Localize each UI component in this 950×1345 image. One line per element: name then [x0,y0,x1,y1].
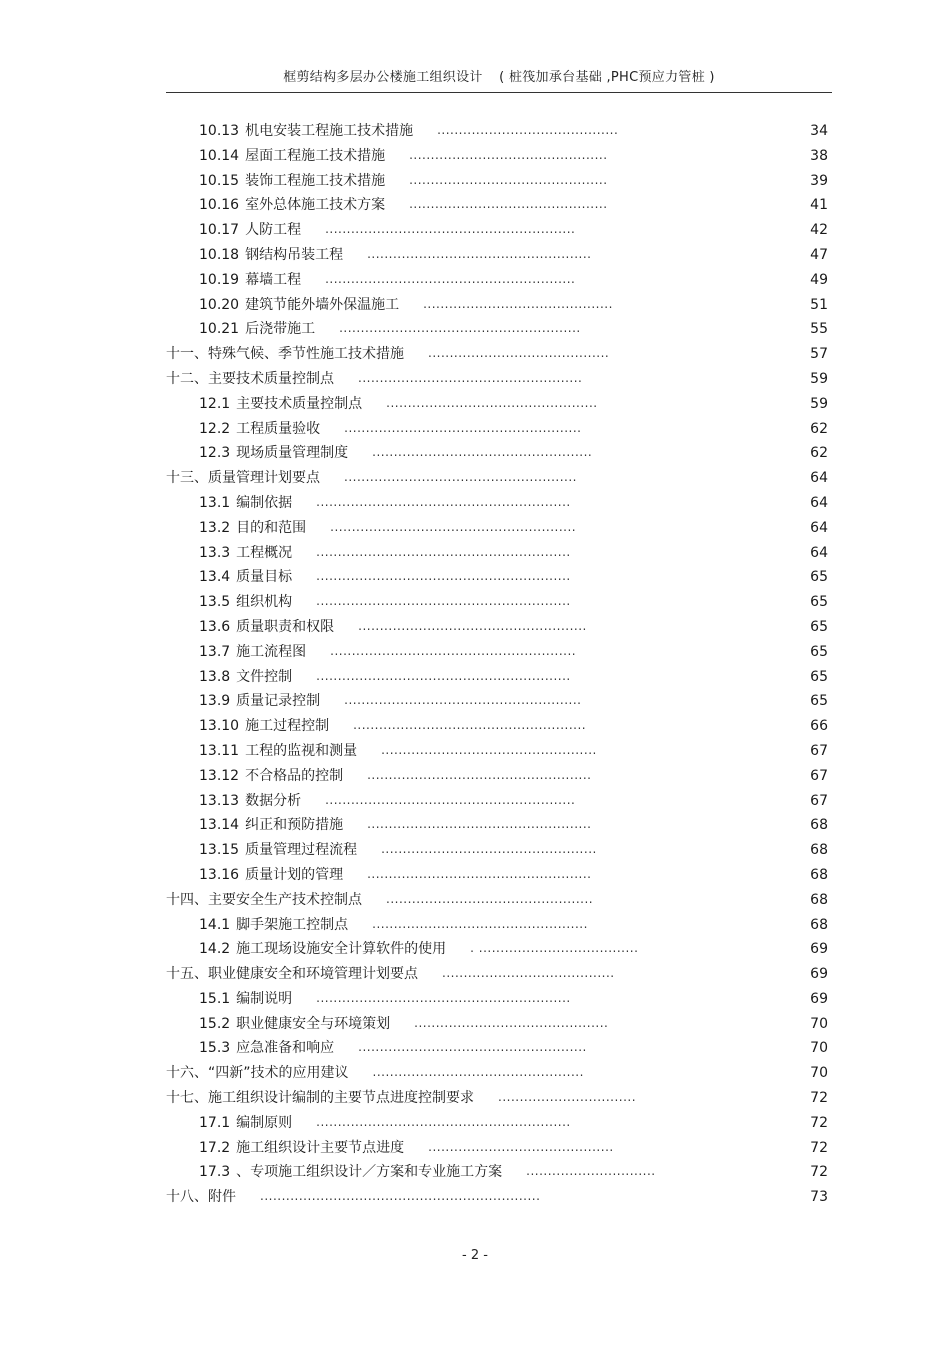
toc-dot-leader: .......................................................... [325,792,576,807]
toc-entry-title: 后浇带施工 [245,321,316,338]
toc-entry-title: 幕墙工程 [245,271,302,288]
toc-subsection-entry[interactable] [166,814,832,839]
toc-entry-title: 、专项施工组织设计／方案和专业施工方案 [236,1164,503,1181]
toc-entry-title: 十七、施工组织设计编制的主要节点进度控制要求 [166,1090,474,1107]
toc-page-number: 65 [810,668,828,685]
toc-entry-number: 13.7 [199,643,231,660]
toc-page-number: 70 [810,1065,828,1082]
toc-chapter-entry[interactable] [166,1087,832,1112]
toc-dot-leader: .......................................... [437,123,619,137]
toc-dot-leader: ..................................................... [358,618,587,633]
toc-dot-leader: .......................................................... [325,222,576,237]
toc-page-number: 66 [810,718,828,735]
toc-page-number: 39 [810,172,828,189]
toc-page-number: 38 [810,147,828,164]
toc-entry-number: 13.3 [199,544,231,561]
toc-subsection-entry[interactable] [166,517,832,542]
toc-page-number: 41 [810,197,828,214]
toc-page-number: 68 [810,866,828,883]
toc-entry-number: 13.2 [199,519,231,536]
toc-dot-leader: ................................................................. [260,1189,541,1204]
toc-page-number: 64 [810,544,828,561]
toc-entry-title: 十六、“四新”技术的应用建议 [166,1065,349,1082]
toc-subsection-entry[interactable] [166,120,832,145]
toc-entry-title: 室外总体施工技术方案 [245,197,386,214]
toc-entry-number: 10.13 [199,123,240,139]
toc-entry-title: 十二、主要技术质量控制点 [166,370,334,387]
toc-page-number: 57 [810,346,828,363]
toc-entry-number: 13.6 [199,618,231,635]
toc-page-number: 69 [810,966,828,983]
toc-entry-number: 10.20 [199,296,240,313]
toc-subsection-entry[interactable] [166,318,832,343]
toc-entry-number: 13.5 [199,594,231,611]
toc-dot-leader: .................................................. [381,842,597,857]
toc-subsection-entry[interactable] [166,690,832,715]
toc-dot-leader: ........................................... [428,1139,614,1154]
toc-dot-leader: ............................................. [414,1015,609,1030]
toc-entry-title: 十四、主要安全生产技术控制点 [166,891,362,908]
toc-dot-leader: ........................................................ [339,321,581,336]
toc-dot-leader: ................................................. [372,1065,584,1080]
toc-page-number: 59 [810,370,828,387]
toc-entry-title: 工程质量验收 [236,420,321,437]
toc-dot-leader: .................................................... [367,817,592,832]
toc-dot-leader: ....................................................... [344,420,582,435]
toc-dot-leader: ...................................................... [353,718,587,733]
toc-page-number: 65 [810,618,828,635]
toc-entry-number: 13.11 [199,742,240,759]
toc-entry-title: 数据分析 [245,792,302,809]
toc-subsection-entry[interactable] [166,294,832,319]
toc-entry-title: 职业健康安全与环境策划 [236,1015,391,1032]
toc-page-number: 68 [810,916,828,933]
toc-entry-title: 十三、质量管理计划要点 [166,470,320,487]
toc-chapter-entry[interactable] [166,467,832,492]
toc-entry-title: 主要技术质量控制点 [236,395,363,412]
toc-entry-title: 质量职责和权限 [236,618,335,635]
toc-entry-title: 施工组织设计主要节点进度 [236,1139,405,1156]
toc-dot-leader: ..................................................... [358,1040,587,1055]
toc-subsection-entry[interactable] [166,666,832,691]
toc-entry-title: 组织机构 [236,594,293,611]
toc-entry-number: 10.16 [199,197,240,214]
toc-subsection-entry[interactable] [166,1112,832,1137]
toc-page-number: 67 [810,742,828,759]
toc-subsection-entry[interactable] [166,790,832,815]
toc-entry-number: 13.9 [199,693,231,710]
toc-entry-title: 机电安装工程施工技术措施 [245,123,414,139]
toc-chapter-entry[interactable] [166,889,832,914]
toc-subsection-entry[interactable] [166,1037,832,1062]
toc-page-number: 55 [810,321,828,338]
toc-entry-number: 13.14 [199,817,240,834]
toc-entry-number: 12.1 [199,395,231,412]
toc-chapter-entry[interactable] [166,368,832,393]
toc-entry-number: 13.8 [199,668,231,685]
toc-dot-leader: ................................................... [372,445,593,460]
toc-dot-leader: ........................................................... [316,594,571,609]
toc-subsection-entry[interactable] [166,566,832,591]
toc-page-number: 72 [810,1090,828,1107]
toc-entry-title: 质量记录控制 [236,693,321,710]
toc-subsection-entry[interactable] [166,591,832,616]
toc-entry-number: 12.3 [199,445,231,462]
toc-subsection-entry[interactable] [166,492,832,517]
toc-dot-leader: ....................................................... [344,693,582,708]
toc-dot-leader: ........................................................... [316,544,571,559]
toc-dot-leader: .................................................... [358,370,583,385]
toc-entry-title: 编制原则 [236,1114,293,1131]
toc-page-number: 62 [810,445,828,462]
toc-entry-title: 编制说明 [236,990,293,1007]
toc-entry-title: 十八、附件 [166,1189,236,1206]
toc-dot-leader: .............................. [526,1164,656,1179]
toc-entry-number: 13.16 [199,866,240,883]
toc-entry-title: 施工流程图 [236,643,307,660]
toc-subsection-entry[interactable] [166,219,832,244]
toc-entry-title: 质量管理过程流程 [245,842,358,859]
toc-dot-leader: ........................................................... [316,1114,571,1129]
toc-entry-number: 12.2 [199,420,231,437]
toc-subsection-entry[interactable] [166,765,832,790]
toc-subsection-entry[interactable] [166,393,832,418]
toc-dot-leader: ................................................ [386,891,594,906]
toc-entry-title: 十一、特殊气候、季节性施工技术措施 [166,346,404,363]
toc-subsection-entry[interactable] [166,864,832,889]
toc-entry-title: 工程概况 [236,544,293,561]
toc-page-number: 65 [810,569,828,586]
toc-entry-title: 装饰工程施工技术措施 [245,172,386,189]
page-number: - 2 - [462,1248,488,1263]
toc-subsection-entry[interactable] [166,1161,832,1186]
running-header [166,66,832,88]
toc-entry-number: 15.2 [199,1015,231,1032]
toc-entry-title: 应急准备和响应 [236,1040,335,1057]
toc-subsection-entry[interactable] [166,740,832,765]
toc-entry-title: 屋面工程施工技术措施 [245,147,386,164]
toc-chapter-entry[interactable] [166,1062,832,1087]
toc-entry-number: 10.17 [199,222,240,239]
toc-entry-number: 14.2 [199,941,231,958]
toc-dot-leader: ................................ [498,1090,637,1105]
toc-dot-leader: ................................................. [386,395,598,410]
toc-page-number: 47 [810,246,828,263]
toc-entry-title: 不合格品的控制 [245,767,344,784]
toc-subsection-entry[interactable] [166,418,832,443]
toc-entry-number: 14.1 [199,916,231,933]
toc-page-number: 67 [810,767,828,784]
toc-dot-leader: ........................................ [442,966,615,981]
toc-dot-leader: .................................................. [381,742,597,757]
toc-page-number: 69 [810,990,828,1007]
toc-subsection-entry[interactable] [166,170,832,195]
toc-entry-number: 17.3 [199,1164,231,1181]
toc-page-number: 65 [810,693,828,710]
toc-entry-number: 10.19 [199,271,240,288]
toc-entry-number: 13.12 [199,767,240,784]
toc-dot-leader: . ..................................... [470,941,639,956]
toc-subsection-entry[interactable] [166,988,832,1013]
toc-entry-number: 13.4 [199,569,231,586]
toc-entry-number: 15.1 [199,990,231,1007]
toc-dot-leader: .................................................... [367,246,592,261]
toc-entry-title: 目的和范围 [236,519,307,536]
toc-chapter-entry[interactable] [166,963,832,988]
toc-entry-number: 13.1 [199,494,231,511]
toc-subsection-entry[interactable] [166,145,832,170]
toc-entry-number: 13.10 [199,718,240,735]
toc-subsection-entry[interactable] [166,641,832,666]
header-title: 框剪结构多层办公楼施工组织设计 [283,70,483,85]
toc-dot-leader: ........................................................... [316,569,571,584]
toc-entry-title: 现场质量管理制度 [236,445,349,462]
toc-entry-number: 15.3 [199,1040,231,1057]
toc-dot-leader: ...................................................... [344,470,577,485]
toc-entry-title: 纠正和预防措施 [245,817,344,834]
toc-entry-number: 17.1 [199,1114,231,1131]
toc-entry-title: 文件控制 [236,668,293,685]
toc-entry-number: 13.15 [199,842,240,859]
toc-entry-number: 13.13 [199,792,240,809]
toc-subsection-entry[interactable] [166,194,832,219]
toc-page-number: 70 [810,1040,828,1057]
toc-subsection-entry[interactable] [166,542,832,567]
toc-dot-leader: .............................................. [409,147,608,162]
header-divider [166,92,832,93]
toc-page-number: 69 [810,941,828,958]
toc-page-number: 72 [810,1114,828,1131]
toc-entry-title: 施工过程控制 [245,718,330,735]
toc-entry-number: 17.2 [199,1139,231,1156]
toc-entry-title: 钢结构吊装工程 [245,246,344,263]
toc-entry-title: 质量计划的管理 [245,866,344,883]
toc-entry-number: 10.15 [199,172,240,189]
toc-entry-title: 人防工程 [245,222,302,239]
toc-chapter-entry[interactable] [166,1186,832,1211]
toc-subsection-entry[interactable] [166,1137,832,1162]
header-subtitle: ( 桩筏加承台基础 ,PHC预应力管桩 ) [499,70,715,85]
toc-page-number: 65 [810,643,828,660]
toc-page-number: 49 [810,271,828,288]
toc-page-number: 64 [810,470,828,487]
toc-subsection-entry[interactable] [166,616,832,641]
table-of-contents [166,120,832,1211]
toc-page-number: 68 [810,842,828,859]
toc-page-number: 72 [810,1139,828,1156]
toc-page-number: 59 [810,395,828,412]
toc-page-number: 51 [810,296,828,313]
toc-dot-leader: ........................................................... [316,668,571,683]
toc-page-number: 72 [810,1164,828,1181]
toc-dot-leader: .......................................................... [325,271,576,286]
toc-page-number: 34 [810,123,828,139]
toc-page-number: 68 [810,817,828,834]
toc-subsection-entry[interactable] [166,244,832,269]
toc-dot-leader: .............................................. [409,197,608,212]
toc-dot-leader: ........................................................... [316,990,571,1005]
toc-subsection-entry[interactable] [166,442,832,467]
toc-page-number: 73 [810,1189,828,1206]
toc-dot-leader: .............................................. [409,172,608,187]
toc-dot-leader: .......................................... [428,346,610,361]
toc-entry-title: 质量目标 [236,569,293,586]
toc-dot-leader: .................................................. [372,916,588,931]
toc-dot-leader: ......................................................... [330,519,577,534]
toc-subsection-entry[interactable] [166,715,832,740]
toc-entry-title: 施工现场设施安全计算软件的使用 [236,941,447,958]
toc-chapter-entry[interactable] [166,343,832,368]
toc-page-number: 62 [810,420,828,437]
toc-subsection-entry[interactable] [166,269,832,294]
toc-entry-number: 10.18 [199,246,240,263]
toc-entry-title: 工程的监视和测量 [245,742,358,759]
toc-entry-title: 脚手架施工控制点 [236,916,349,933]
toc-dot-leader: ............................................ [423,296,613,311]
toc-page-number: 65 [810,594,828,611]
toc-entry-number: 10.14 [199,147,240,164]
toc-page-number: 64 [810,519,828,536]
toc-subsection-entry[interactable] [166,938,832,963]
toc-entry-title: 建筑节能外墙外保温施工 [245,296,400,313]
toc-dot-leader: .................................................... [367,866,592,881]
toc-page-number: 64 [810,494,828,511]
toc-subsection-entry[interactable] [166,839,832,864]
toc-page-number: 70 [810,1015,828,1032]
toc-dot-leader: ........................................................... [316,494,571,509]
toc-entry-title: 十五、职业健康安全和环境管理计划要点 [166,966,418,983]
toc-page-number: 42 [810,222,828,239]
toc-page-number: 67 [810,792,828,809]
toc-entry-title: 编制依据 [236,494,293,511]
toc-subsection-entry[interactable] [166,1013,832,1038]
toc-entry-number: 10.21 [199,321,240,338]
toc-dot-leader: ......................................................... [330,643,577,658]
toc-page-number: 68 [810,891,828,908]
toc-dot-leader: .................................................... [367,767,592,782]
toc-subsection-entry[interactable] [166,914,832,939]
